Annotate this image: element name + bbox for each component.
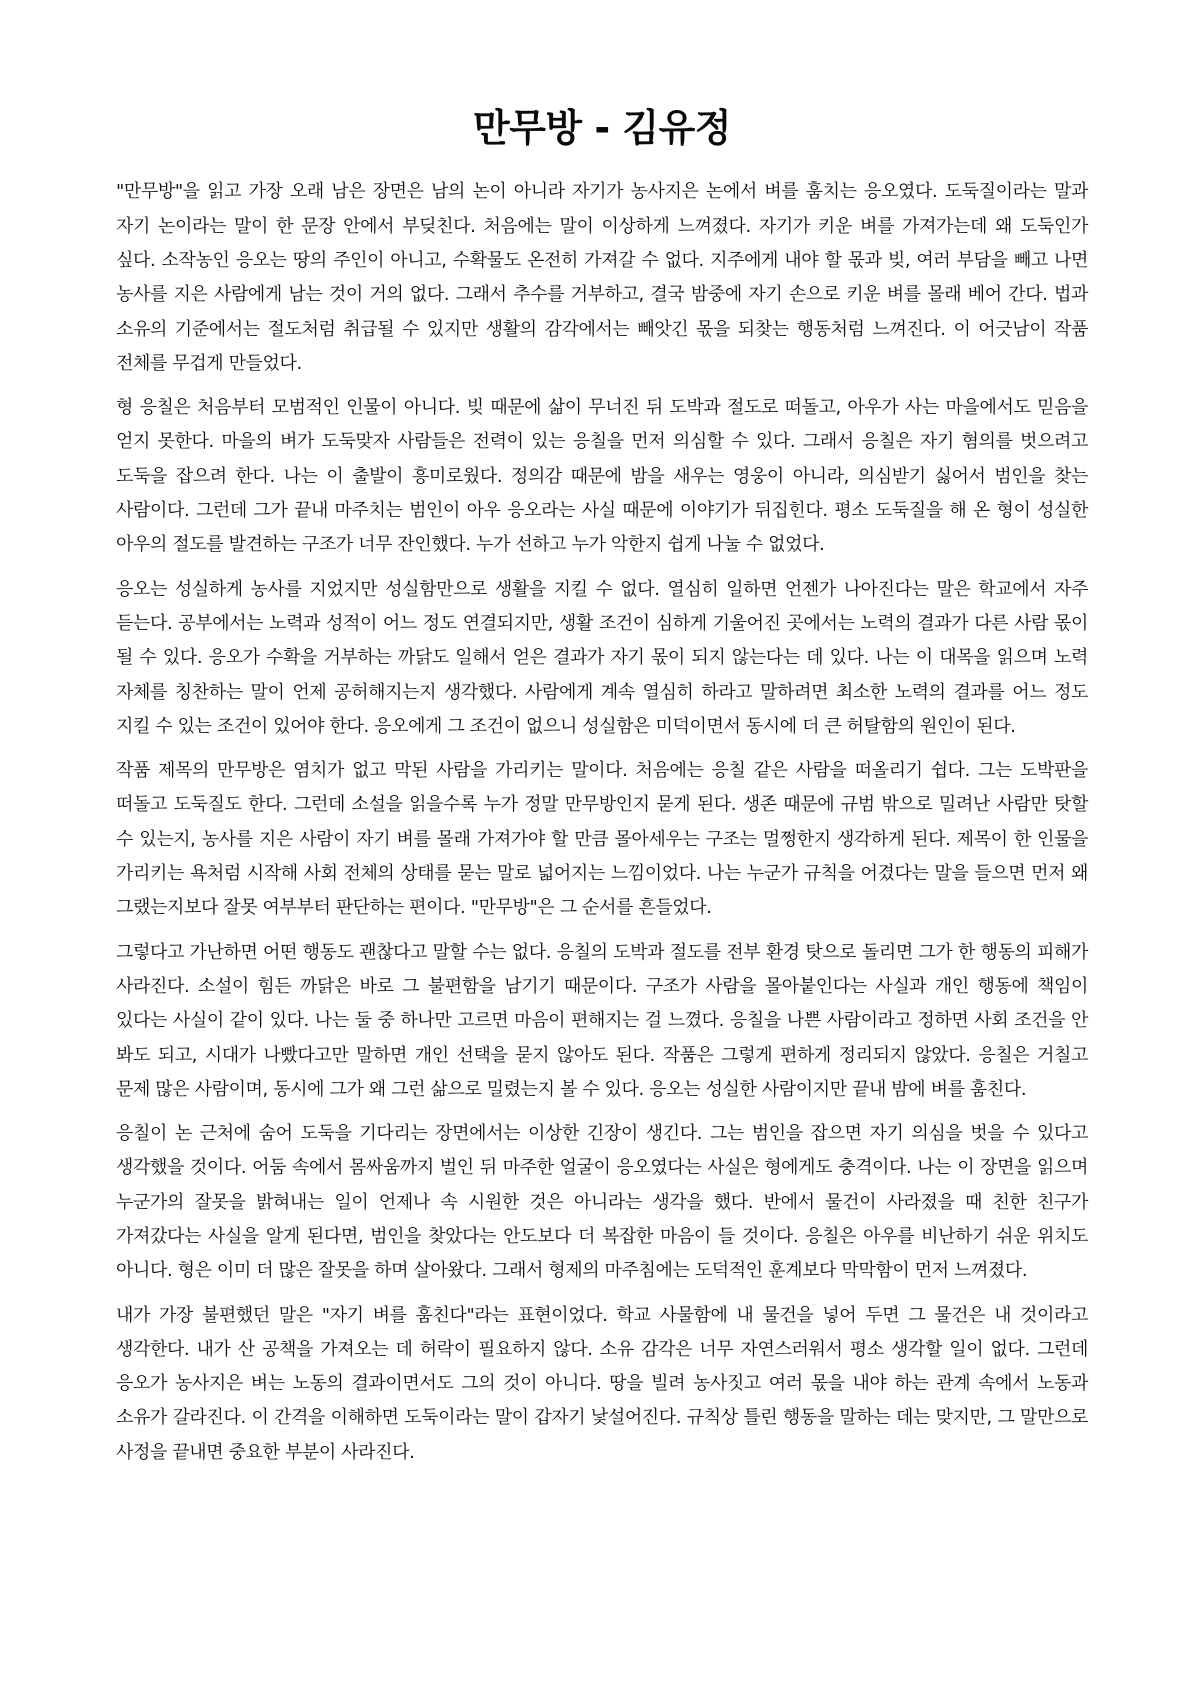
- paragraph: 응칠이 논 근처에 숨어 도둑을 기다리는 장면에서는 이상한 긴장이 생긴다. 그는 범인을 잡으면 자기 의심을 벗을 수 있다고 생각했을 것이다. 어둠 속에서 몸싸움까지 벌인 뒤 마주한 얼굴이 응오였다는 사실은 형에게도 충격이다. 나는 이 장면을 읽으며 누군가의 잘못을 밝혀내는 일이 언제나 속 시원한 것은 아니라는 생각을 했다. 반에서 물건이 사라졌을 때 친한 친구가 가져갔다는 사실을 알게 된다면, 범인을 찾았다는 안도보다 더 복잡한 마음이 들 것이다. 응칠은 아우를 비난하기 쉬운 위치도 아니다. 형은 이미 더 많은 잘못을 하며 살아왔다. 그래서 형제의 마주침에는 도덕적인 훈계보다 막막함이 먼저 느껴졌다.: [116, 1123, 1088, 1282]
- paragraph: 그렇다고 가난하면 어떤 행동도 괜찮다고 말할 수는 없다. 응칠의 도박과 절도를 전부 환경 탓으로 돌리면 그가 한 행동의 피해가 사라진다. 소설이 힘든 까닭은 바로 그 불편함을 남기기 때문이다. 구조가 사람을 몰아붙인다는 사실과 개인 행동에 책임이 있다는 사실이 같이 있다. 나는 둘 중 하나만 고르면 마음이 편해지는 걸 느꼈다. 응칠을 나쁜 사람이라고 정하면 사회 조건을 안 봐도 되고, 시대가 나빴다고만 말하면 개인 선택을 묻지 않아도 된다. 작품은 그렇게 편하게 정리되지 않았다. 응칠은 거칠고 문제 많은 사람이며, 동시에 그가 왜 그런 삶으로 밀렸는지 볼 수 있다. 응오는 성실한 사람이지만 끝내 밤에 벼를 훔친다.: [116, 941, 1088, 1100]
- document-page: [116, 104, 1088, 1480]
- paragraph: "만무방"을 읽고 가장 오래 남은 장면은 남의 논이 아니라 자기가 농사지은 논에서 벼를 훔치는 응오였다. 도둑질이라는 말과 자기 논이라는 말이 한 문장 안에서 부딪친다. 처음에는 말이 이상하게 느껴졌다. 자기가 키운 벼를 가져가는데 왜 도둑인가 싶다. 소작농인 응오는 땅의 주인이 아니고, 수확물도 온전히 가져갈 수 없다. 지주에게 내야 할 몫과 빚, 여러 부담을 빼고 나면 농사를 지은 사람에게 남는 것이 거의 없다. 그래서 추수를 거부하고, 결국 밤중에 자기 손으로 키운 벼를 몰래 베어 간다. 법과 소유의 기준에서는 절도처럼 취급될 수 있지만 생활의 감각에서는 빼앗긴 몫을 되찾는 행동처럼 느껴진다. 이 어긋남이 작품 전체를 무겁게 만들었다.: [116, 181, 1088, 374]
- paragraph: 응오는 성실하게 농사를 지었지만 성실함만으로 생활을 지킬 수 없다. 열심히 일하면 언젠가 나아진다는 말은 학교에서 자주 듣는다. 공부에서는 노력과 성적이 어느 정도 연결되지만, 생활 조건이 심하게 기울어진 곳에서는 노력의 결과가 다른 사람 몫이 될 수 있다. 응오가 수확을 거부하는 까닭도 일해서 얻은 결과가 자기 몫이 되지 않는다는 데 있다. 나는 이 대목을 읽으며 노력 자체를 칭찬하는 말이 언제 공허해지는지 생각했다. 사람에게 계속 열심히 하라고 말하려면 최소한 노력의 결과를 어느 정도 지킬 수 있는 조건이 있어야 한다. 응오에게 그 조건이 없으니 성실함은 미덕이면서 동시에 더 큰 허탈함의 원인이 된다.: [116, 578, 1088, 737]
- paragraph: 작품 제목의 만무방은 염치가 없고 막된 사람을 가리키는 말이다. 처음에는 응칠 같은 사람을 떠올리기 쉽다. 그는 도박판을 떠돌고 도둑질도 한다. 그런데 소설을 읽을수록 누가 정말 만무방인지 묻게 된다. 생존 때문에 규범 밖으로 밀려난 사람만 탓할 수 있는지, 농사를 지은 사람이 자기 벼를 몰래 가져가야 할 만큼 몰아세우는 구조는 멀쩡한지 생각하게 된다. 제목이 한 인물을 가리키는 욕처럼 시작해 사회 전체의 상태를 묻는 말로 넓어지는 느낌이었다. 나는 누군가 규칙을 어겼다는 말을 들으면 먼저 왜 그랬는지보다 잘못 여부부터 판단하는 편이다. "만무방"은 그 순서를 흔들었다.: [116, 760, 1088, 919]
- paragraph: 형 응칠은 처음부터 모범적인 인물이 아니다. 빚 때문에 삶이 무너진 뒤 도박과 절도로 떠돌고, 아우가 사는 마을에서도 믿음을 얻지 못한다. 마을의 벼가 도둑맞자 사람들은 전력이 있는 응칠을 먼저 의심할 수 있다. 그래서 응칠은 자기 혐의를 벗으려고 도둑을 잡으려 한다. 나는 이 출발이 흥미로웠다. 정의감 때문에 밤을 새우는 영웅이 아니라, 의심받기 싫어서 범인을 찾는 사람이다. 그런데 그가 끝내 마주치는 범인이 아우 응오라는 사실 때문에 이야기가 뒤집힌다. 평소 도둑질을 해 온 형이 성실한 아우의 절도를 발견하는 구조가 너무 잔인했다. 누가 선하고 누가 악한지 쉽게 나눌 수 없었다.: [116, 397, 1088, 556]
- paragraph: 내가 가장 불편했던 말은 "자기 벼를 훔친다"라는 표현이었다. 학교 사물함에 내 물건을 넣어 두면 그 물건은 내 것이라고 생각한다. 내가 산 공책을 가져오는 데 허락이 필요하지 않다. 소유 감각은 너무 자연스러워서 평소 생각할 일이 없다. 그런데 응오가 농사지은 벼는 노동의 결과이면서도 그의 것이 아니다. 땅을 빌려 농사짓고 여러 몫을 내야 하는 관계 속에서 노동과 소유가 갈라진다. 이 간격을 이해하면 도둑이라는 말이 갑자기 낯설어진다. 규칙상 틀린 행동을 말하는 데는 맞지만, 그 말만으로 사정을 끝내면 중요한 부분이 사라진다.: [116, 1304, 1088, 1463]
- document-title: 만무방 - 김유정: [473, 106, 731, 150]
